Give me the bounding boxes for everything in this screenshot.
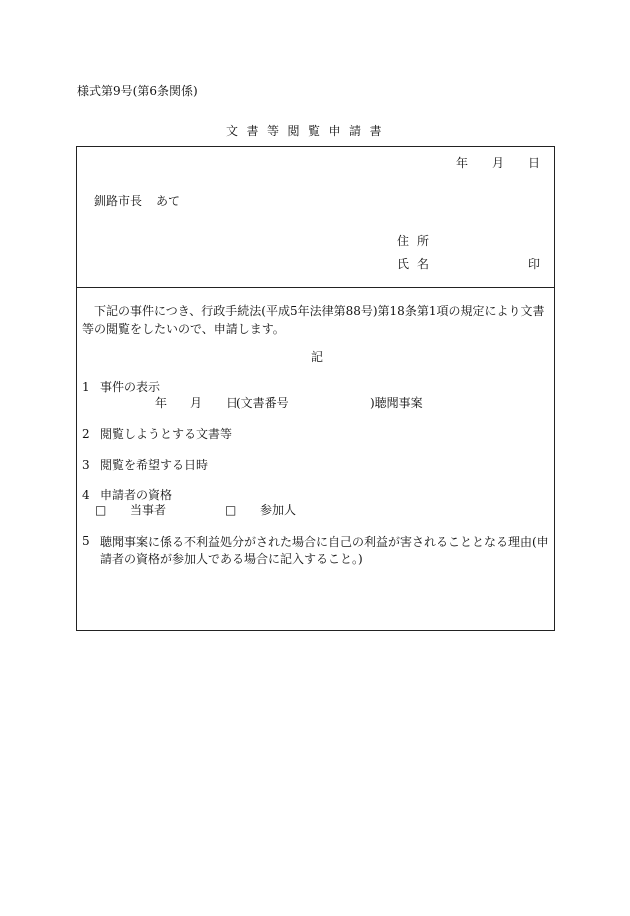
date-year-label: 年 [456,156,469,170]
party-checkbox[interactable]: □ [95,503,107,517]
item-3-number: 3 [82,458,90,472]
item-5-number: 5 [82,534,90,548]
form-divider [77,287,554,288]
address-label: 住所 [397,234,438,248]
party-option-label: 当事者 [130,503,167,517]
item-4-number: 4 [82,488,90,502]
seal-mark: 印 [528,257,541,271]
form-number-label: 様式第9号(第6条関係) [77,84,198,98]
item-1-docno-close: )聴聞事案 [370,396,423,410]
participant-checkbox[interactable]: □ [225,503,237,517]
item-3-label: 閲覧を希望する日時 [100,458,209,472]
document-title: 文書等閲覧申請書 [226,124,391,138]
item-1-day-label: 日 [226,396,239,410]
date-month-label: 月 [492,156,505,170]
item-2-label: 閲覧しようとする文書等 [100,427,233,441]
item-5-text: 聴聞事案に係る不利益処分がされた場合に自己の利益が害されることとなる理由(申請者の資格が参加人である場合に記入すること。) [100,535,549,566]
item-1-month-label: 月 [190,396,203,410]
item-1-number: 1 [82,380,90,394]
item-1-docno-open: (文書番号 [236,396,289,410]
intro-paragraph: 下記の事件につき、行政手続法(平成5年法律第88号)第18条第1項の規定により文書等の閲覧をしたいので、申請します。 [82,304,545,336]
addressee-name: 釧路市長 [94,194,143,208]
date-day-label: 日 [528,156,541,170]
item-2-number: 2 [82,427,90,441]
name-label: 氏名 [397,257,438,271]
item-1-label: 事件の表示 [100,380,161,394]
addressee-suffix: あて [156,194,181,208]
participant-option-label: 参加人 [260,503,297,517]
item-1-year-label: 年 [155,396,168,410]
item-4-label: 申請者の資格 [100,488,173,502]
ki-heading: 記 [311,350,324,364]
